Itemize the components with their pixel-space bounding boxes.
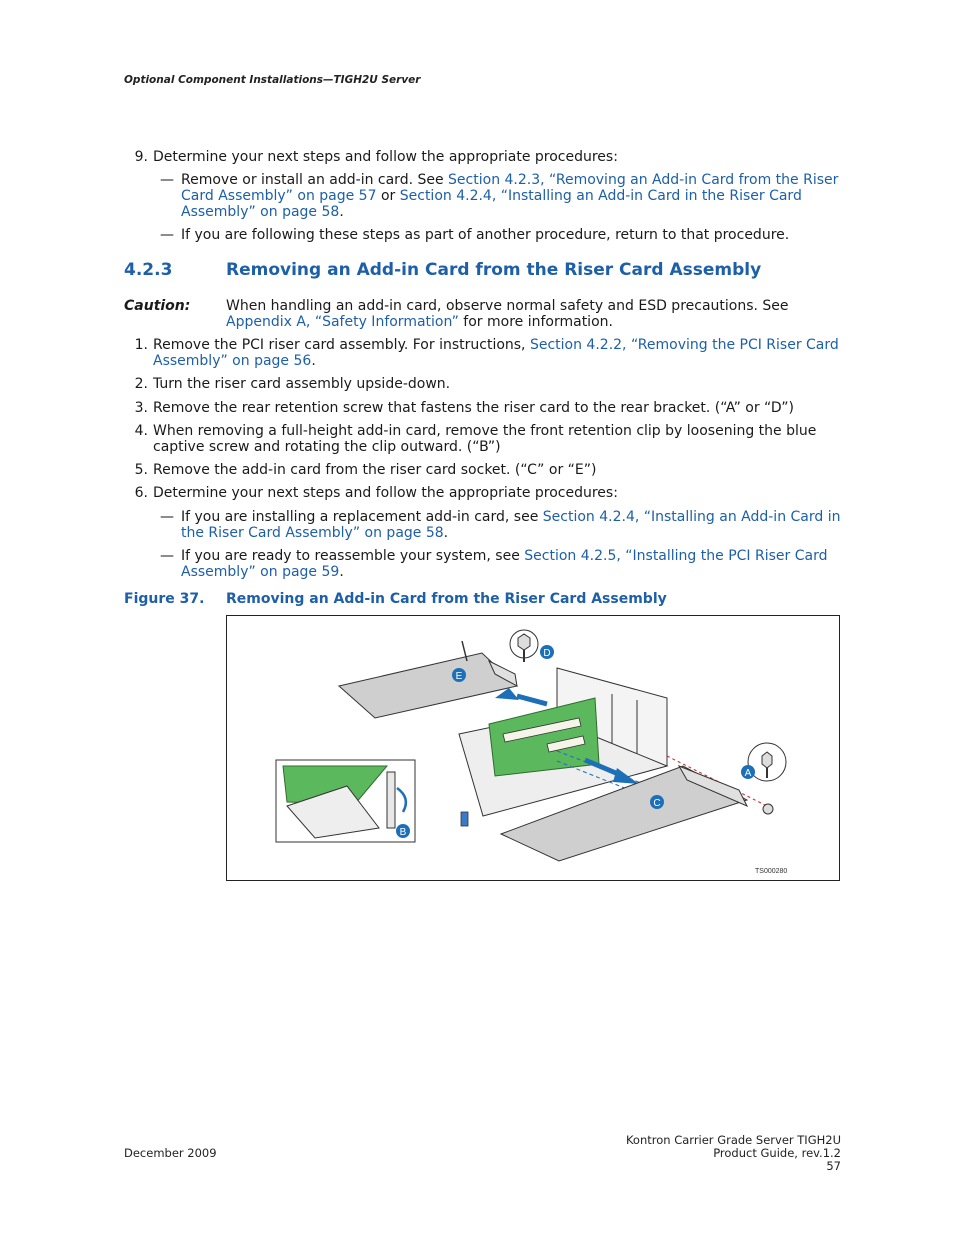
riser-card-diagram	[227, 616, 839, 880]
footer-product-info	[626, 1134, 841, 1173]
figure-illustration	[226, 615, 840, 881]
removal-arrow-e	[517, 696, 547, 704]
step-text: .	[311, 353, 316, 369]
screw-a	[762, 752, 772, 768]
caution-label: Caution:	[124, 298, 191, 314]
dash-mark: —	[160, 227, 174, 243]
callout-e-label: E	[455, 671, 463, 682]
caution-text: for more information.	[458, 314, 613, 330]
step-number: 5.	[134, 462, 148, 478]
bullet-text: or	[376, 188, 400, 204]
figure-title: Removing an Add-in Card from the Riser Card Assembly	[226, 591, 667, 607]
figure-code: TS000280	[755, 868, 788, 875]
link-section-4-2-2[interactable]: Section 4.2.2, “Removing the PCI Riser Card Assembly” on page 56	[153, 337, 839, 369]
footer-product: Kontron Carrier Grade Server TIGH2U	[625, 1133, 841, 1147]
running-header: Optional Component Installations—TIGH2U Server	[124, 74, 421, 86]
section-title: Removing an Add-in Card from the Riser Card Assembly	[226, 260, 762, 280]
figure-number: Figure 37.	[124, 591, 205, 607]
section-number: 4.2.3	[124, 260, 173, 280]
bullet-text: If you are following these steps as part of another procedure, return to that procedure.	[181, 227, 790, 243]
link-section-4-2-4[interactable]: Section 4.2.4, “Installing an Add-in Card in the Riser Card Assembly” on page 58	[181, 509, 841, 541]
captive-screw	[461, 812, 468, 826]
bullet-text: If you are installing a replacement add-in card, see	[181, 509, 543, 525]
retention-clip	[387, 772, 395, 828]
dash-mark: —	[160, 172, 174, 188]
footer-date: December 2009	[124, 1146, 217, 1160]
link-appendix-a[interactable]: Appendix A, “Safety Information”	[226, 314, 459, 330]
step-text: Remove the PCI riser card assembly. For instructions,	[153, 337, 530, 353]
screw-small	[763, 804, 773, 814]
bullet-text: .	[339, 564, 344, 580]
bullet-text: If you are ready to reassemble your system, see	[181, 548, 525, 564]
step-number: 6.	[134, 485, 148, 501]
step-number: 1.	[134, 337, 148, 353]
link-section-4-2-5[interactable]: Section 4.2.5, “Installing the PCI Riser Card Assembly” on page 59	[181, 548, 828, 580]
step-number: 9.	[134, 149, 148, 165]
footer-guide: Product Guide, rev.1.2	[713, 1146, 841, 1160]
bullet-text: Remove or install an add-in card. See	[181, 172, 449, 188]
step-text: When removing a full-height add-in card, remove the front retention clip by loosening the blue captive screw and rotating the clip outward. (“B”)	[153, 423, 817, 455]
bullet-text: .	[339, 204, 344, 220]
step-text: Turn the riser card assembly upside-down.	[153, 376, 451, 392]
callout-c-label: C	[653, 798, 661, 809]
step-text: Remove the add-in card from the riser card socket. (“C” or “E”)	[153, 462, 597, 478]
link-section-4-2-4[interactable]: Section 4.2.4, “Installing an Add-in Card in the Riser Card Assembly” on page 58	[181, 188, 802, 220]
step-number: 2.	[134, 376, 148, 392]
callout-b-label: B	[399, 827, 407, 838]
step-text: Determine your next steps and follow the appropriate procedures:	[153, 485, 618, 501]
step-text: Determine your next steps and follow the appropriate procedures:	[153, 149, 618, 165]
callout-a-label: A	[744, 768, 752, 779]
bullet-text: .	[443, 525, 449, 541]
step-text: Remove the rear retention screw that fastens the riser card to the rear bracket. (“A” or “D”)	[153, 400, 794, 416]
dash-mark: —	[160, 509, 174, 525]
caution-text: When handling an add-in card, observe normal safety and ESD precautions. See	[226, 298, 789, 314]
screw-d	[518, 634, 530, 650]
link-section-4-2-3[interactable]: Section 4.2.3, “Removing an Add-in Card from the Riser Card Assembly” on page 57	[181, 172, 839, 204]
page-number: 57	[826, 1159, 841, 1173]
dash-mark: —	[160, 548, 174, 564]
callout-d-label: D	[543, 648, 551, 659]
step-number: 4.	[134, 423, 148, 439]
step-number: 3.	[134, 400, 148, 416]
